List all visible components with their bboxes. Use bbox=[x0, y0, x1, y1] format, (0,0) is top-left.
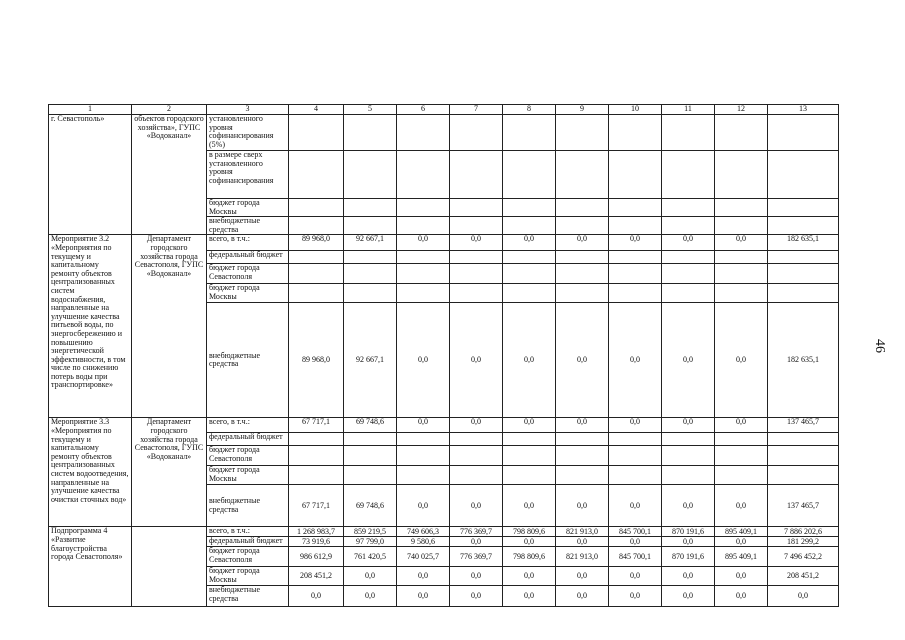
column-header-3: 3 bbox=[207, 105, 289, 115]
value-cell: 0,0 bbox=[289, 586, 344, 607]
funding-source-cell: внебюджетные средства bbox=[207, 586, 289, 607]
value-cell bbox=[289, 433, 344, 446]
column-header-7: 7 bbox=[450, 105, 503, 115]
value-cell: 0,0 bbox=[556, 586, 609, 607]
program-name-cell: Подпрограмма 4 «Развитие благоустройства города Севастополя» bbox=[49, 527, 132, 607]
value-cell bbox=[715, 264, 768, 284]
value-cell bbox=[450, 251, 503, 264]
value-cell bbox=[344, 151, 397, 199]
value-cell bbox=[662, 151, 715, 199]
value-cell: 859 219,5 bbox=[344, 527, 397, 537]
value-cell bbox=[450, 284, 503, 303]
value-cell: 749 606,3 bbox=[397, 527, 450, 537]
value-cell: 0,0 bbox=[503, 235, 556, 251]
value-cell bbox=[450, 115, 503, 151]
page-number: 46 bbox=[872, 339, 887, 353]
funding-source-cell: внебюджетные средства bbox=[207, 217, 289, 235]
value-cell: 9 580,6 bbox=[397, 537, 450, 547]
value-cell: 740 025,7 bbox=[397, 547, 450, 567]
value-cell: 0,0 bbox=[503, 586, 556, 607]
value-cell: 0,0 bbox=[715, 537, 768, 547]
value-cell: 1 268 983,7 bbox=[289, 527, 344, 537]
value-cell bbox=[556, 446, 609, 466]
value-cell bbox=[450, 264, 503, 284]
value-cell bbox=[344, 466, 397, 485]
value-cell bbox=[556, 264, 609, 284]
value-cell: 0,0 bbox=[715, 586, 768, 607]
column-header-13: 13 bbox=[768, 105, 839, 115]
value-cell bbox=[503, 433, 556, 446]
funding-source-cell: всего, в т.ч.: bbox=[207, 418, 289, 433]
value-cell bbox=[662, 217, 715, 235]
value-cell: 0,0 bbox=[503, 485, 556, 527]
funding-source-cell: бюджет города Москвы bbox=[207, 567, 289, 586]
value-cell: 0,0 bbox=[662, 485, 715, 527]
value-cell bbox=[715, 251, 768, 264]
value-cell bbox=[503, 251, 556, 264]
value-cell bbox=[556, 199, 609, 217]
value-cell bbox=[344, 264, 397, 284]
value-cell: 182 635,1 bbox=[768, 303, 839, 418]
value-cell: 0,0 bbox=[609, 303, 662, 418]
value-cell bbox=[609, 446, 662, 466]
value-cell bbox=[609, 151, 662, 199]
value-cell bbox=[344, 115, 397, 151]
value-cell: 7 496 452,2 bbox=[768, 547, 839, 567]
value-cell: 0,0 bbox=[715, 485, 768, 527]
value-cell bbox=[289, 199, 344, 217]
value-cell bbox=[503, 466, 556, 485]
value-cell bbox=[662, 264, 715, 284]
value-cell bbox=[397, 251, 450, 264]
table-row bbox=[49, 235, 839, 251]
value-cell bbox=[768, 284, 839, 303]
value-cell bbox=[715, 284, 768, 303]
value-cell: 0,0 bbox=[397, 586, 450, 607]
funding-source-cell: бюджет города Севастополя bbox=[207, 547, 289, 567]
value-cell bbox=[450, 217, 503, 235]
value-cell: 0,0 bbox=[397, 485, 450, 527]
value-cell: 182 635,1 bbox=[768, 235, 839, 251]
value-cell: 0,0 bbox=[450, 485, 503, 527]
value-cell bbox=[609, 433, 662, 446]
value-cell: 776 369,7 bbox=[450, 547, 503, 567]
value-cell bbox=[609, 251, 662, 264]
value-cell: 0,0 bbox=[450, 418, 503, 433]
value-cell: 0,0 bbox=[556, 485, 609, 527]
value-cell bbox=[768, 433, 839, 446]
value-cell bbox=[662, 466, 715, 485]
value-cell bbox=[768, 251, 839, 264]
value-cell bbox=[768, 151, 839, 199]
value-cell bbox=[768, 199, 839, 217]
executor-cell bbox=[132, 527, 207, 607]
value-cell: 870 191,6 bbox=[662, 527, 715, 537]
value-cell: 92 667,1 bbox=[344, 303, 397, 418]
value-cell bbox=[397, 433, 450, 446]
value-cell bbox=[768, 264, 839, 284]
value-cell bbox=[609, 217, 662, 235]
value-cell bbox=[609, 466, 662, 485]
value-cell bbox=[450, 466, 503, 485]
value-cell bbox=[662, 284, 715, 303]
value-cell: 0,0 bbox=[662, 586, 715, 607]
value-cell: 0,0 bbox=[662, 303, 715, 418]
value-cell bbox=[344, 433, 397, 446]
value-cell: 0,0 bbox=[450, 586, 503, 607]
column-header-11: 11 bbox=[662, 105, 715, 115]
value-cell: 870 191,6 bbox=[662, 547, 715, 567]
funding-source-cell: федеральный бюджет bbox=[207, 433, 289, 446]
value-cell: 181 299,2 bbox=[768, 537, 839, 547]
value-cell bbox=[344, 251, 397, 264]
value-cell bbox=[715, 151, 768, 199]
value-cell bbox=[289, 115, 344, 151]
funding-source-cell: федеральный бюджет bbox=[207, 251, 289, 264]
value-cell bbox=[344, 199, 397, 217]
value-cell bbox=[662, 433, 715, 446]
value-cell: 798 809,6 bbox=[503, 547, 556, 567]
budget-table bbox=[48, 104, 839, 607]
value-cell: 0,0 bbox=[662, 567, 715, 586]
header-row bbox=[49, 105, 839, 115]
column-header-1: 1 bbox=[49, 105, 132, 115]
value-cell bbox=[715, 446, 768, 466]
value-cell: 776 369,7 bbox=[450, 527, 503, 537]
value-cell: 89 968,0 bbox=[289, 235, 344, 251]
funding-source-cell: всего, в т.ч.: bbox=[207, 527, 289, 537]
value-cell bbox=[450, 151, 503, 199]
value-cell: 0,0 bbox=[503, 537, 556, 547]
value-cell: 0,0 bbox=[397, 567, 450, 586]
funding-source-cell: внебюджетные средства bbox=[207, 303, 289, 418]
value-cell: 0,0 bbox=[450, 567, 503, 586]
column-header-12: 12 bbox=[715, 105, 768, 115]
value-cell bbox=[397, 466, 450, 485]
value-cell bbox=[503, 446, 556, 466]
funding-source-cell: бюджет города Москвы bbox=[207, 199, 289, 217]
program-name-cell: г. Севастополь» bbox=[49, 115, 132, 235]
value-cell bbox=[289, 446, 344, 466]
value-cell bbox=[662, 115, 715, 151]
value-cell bbox=[344, 284, 397, 303]
value-cell bbox=[715, 115, 768, 151]
column-header-6: 6 bbox=[397, 105, 450, 115]
value-cell: 0,0 bbox=[715, 567, 768, 586]
value-cell: 0,0 bbox=[344, 567, 397, 586]
value-cell: 0,0 bbox=[450, 537, 503, 547]
funding-source-cell: внебюджетные средства bbox=[207, 485, 289, 527]
value-cell: 97 799,0 bbox=[344, 537, 397, 547]
funding-source-cell: бюджет города Москвы bbox=[207, 284, 289, 303]
value-cell: 0,0 bbox=[609, 485, 662, 527]
value-cell bbox=[503, 217, 556, 235]
value-cell bbox=[556, 217, 609, 235]
value-cell bbox=[344, 217, 397, 235]
value-cell: 0,0 bbox=[503, 567, 556, 586]
value-cell bbox=[768, 115, 839, 151]
value-cell bbox=[609, 264, 662, 284]
value-cell bbox=[715, 433, 768, 446]
funding-source-cell: бюджет города Севастополя bbox=[207, 264, 289, 284]
funding-source-cell: установленного уровня софинансирования (5%) bbox=[207, 115, 289, 151]
funding-source-cell: федеральный бюджет bbox=[207, 537, 289, 547]
value-cell: 0,0 bbox=[503, 418, 556, 433]
value-cell bbox=[503, 115, 556, 151]
value-cell: 7 886 202,6 bbox=[768, 527, 839, 537]
column-header-9: 9 bbox=[556, 105, 609, 115]
value-cell bbox=[556, 433, 609, 446]
value-cell: 69 748,6 bbox=[344, 485, 397, 527]
value-cell: 0,0 bbox=[609, 586, 662, 607]
value-cell bbox=[609, 284, 662, 303]
value-cell: 0,0 bbox=[715, 303, 768, 418]
value-cell bbox=[503, 284, 556, 303]
value-cell bbox=[289, 151, 344, 199]
value-cell bbox=[289, 284, 344, 303]
value-cell bbox=[662, 251, 715, 264]
table-row bbox=[49, 115, 839, 151]
funding-source-cell: бюджет города Севастополя bbox=[207, 446, 289, 466]
value-cell: 0,0 bbox=[609, 235, 662, 251]
value-cell bbox=[556, 151, 609, 199]
value-cell: 67 717,1 bbox=[289, 485, 344, 527]
table-row bbox=[49, 527, 839, 537]
value-cell bbox=[503, 151, 556, 199]
value-cell bbox=[289, 217, 344, 235]
program-name-cell: Мероприятие 3.3 «Мероприятия по текущему и капитальному ремонту объектов централизованных систем водоотведения, направленные на улучшение качества очистки сточных вод» bbox=[49, 418, 132, 527]
column-header-4: 4 bbox=[289, 105, 344, 115]
value-cell: 67 717,1 bbox=[289, 418, 344, 433]
program-name-cell: Мероприятие 3.2 «Мероприятия по текущему и капитальному ремонту объектов централизованных систем водоснабжения, направленные на улучшение качества питьевой воды, по энергосбережению и повышению энергетической эффективности, в том числе по снижению потерь воды при транспортировке» bbox=[49, 235, 132, 418]
value-cell: 0,0 bbox=[556, 567, 609, 586]
value-cell bbox=[556, 251, 609, 264]
value-cell: 0,0 bbox=[768, 586, 839, 607]
value-cell bbox=[715, 217, 768, 235]
value-cell bbox=[289, 264, 344, 284]
value-cell bbox=[609, 115, 662, 151]
value-cell bbox=[715, 466, 768, 485]
value-cell bbox=[397, 151, 450, 199]
value-cell: 895 409,1 bbox=[715, 547, 768, 567]
value-cell bbox=[397, 217, 450, 235]
value-cell: 0,0 bbox=[556, 418, 609, 433]
funding-source-cell: в размере сверх установленного уровня софинансирования bbox=[207, 151, 289, 199]
value-cell: 0,0 bbox=[609, 537, 662, 547]
column-header-2: 2 bbox=[132, 105, 207, 115]
value-cell: 0,0 bbox=[715, 418, 768, 433]
value-cell: 821 913,0 bbox=[556, 527, 609, 537]
value-cell bbox=[768, 466, 839, 485]
value-cell bbox=[503, 199, 556, 217]
value-cell bbox=[662, 199, 715, 217]
value-cell: 845 700,1 bbox=[609, 527, 662, 537]
value-cell: 0,0 bbox=[450, 235, 503, 251]
value-cell bbox=[556, 466, 609, 485]
value-cell bbox=[662, 446, 715, 466]
value-cell: 208 451,2 bbox=[768, 567, 839, 586]
value-cell: 137 465,7 bbox=[768, 418, 839, 433]
value-cell: 761 420,5 bbox=[344, 547, 397, 567]
value-cell bbox=[768, 217, 839, 235]
value-cell: 0,0 bbox=[609, 418, 662, 433]
value-cell bbox=[397, 264, 450, 284]
value-cell bbox=[397, 446, 450, 466]
column-header-5: 5 bbox=[344, 105, 397, 115]
funding-source-cell: бюджет города Москвы bbox=[207, 466, 289, 485]
value-cell: 0,0 bbox=[556, 537, 609, 547]
column-header-10: 10 bbox=[609, 105, 662, 115]
value-cell: 73 919,6 bbox=[289, 537, 344, 547]
value-cell: 0,0 bbox=[556, 303, 609, 418]
value-cell: 0,0 bbox=[397, 235, 450, 251]
budget-table-container bbox=[48, 104, 838, 607]
value-cell bbox=[503, 264, 556, 284]
value-cell: 821 913,0 bbox=[556, 547, 609, 567]
value-cell: 0,0 bbox=[662, 418, 715, 433]
table-body bbox=[49, 115, 839, 607]
value-cell: 0,0 bbox=[450, 303, 503, 418]
value-cell bbox=[715, 199, 768, 217]
value-cell: 69 748,6 bbox=[344, 418, 397, 433]
value-cell: 89 968,0 bbox=[289, 303, 344, 418]
column-header-8: 8 bbox=[503, 105, 556, 115]
executor-cell: Департамент городского хозяйства города Севастополя, ГУПС «Водоканал» bbox=[132, 235, 207, 418]
value-cell bbox=[609, 199, 662, 217]
value-cell bbox=[450, 446, 503, 466]
value-cell bbox=[556, 284, 609, 303]
value-cell bbox=[397, 284, 450, 303]
value-cell: 0,0 bbox=[609, 567, 662, 586]
value-cell bbox=[450, 433, 503, 446]
value-cell: 0,0 bbox=[662, 537, 715, 547]
funding-source-cell: всего, в т.ч.: bbox=[207, 235, 289, 251]
value-cell: 0,0 bbox=[662, 235, 715, 251]
value-cell: 895 409,1 bbox=[715, 527, 768, 537]
value-cell bbox=[397, 199, 450, 217]
value-cell bbox=[289, 466, 344, 485]
value-cell: 92 667,1 bbox=[344, 235, 397, 251]
value-cell: 0,0 bbox=[344, 586, 397, 607]
value-cell: 0,0 bbox=[556, 235, 609, 251]
value-cell: 0,0 bbox=[715, 235, 768, 251]
value-cell: 0,0 bbox=[397, 303, 450, 418]
value-cell bbox=[344, 446, 397, 466]
executor-cell: Департамент городского хозяйства города Севастополя, ГУПС «Водоканал» bbox=[132, 418, 207, 527]
table-row bbox=[49, 418, 839, 433]
value-cell: 986 612,9 bbox=[289, 547, 344, 567]
value-cell bbox=[768, 446, 839, 466]
value-cell: 208 451,2 bbox=[289, 567, 344, 586]
value-cell: 845 700,1 bbox=[609, 547, 662, 567]
value-cell bbox=[556, 115, 609, 151]
value-cell bbox=[397, 115, 450, 151]
value-cell: 137 465,7 bbox=[768, 485, 839, 527]
value-cell: 0,0 bbox=[397, 418, 450, 433]
value-cell: 0,0 bbox=[503, 303, 556, 418]
value-cell: 798 809,6 bbox=[503, 527, 556, 537]
value-cell bbox=[450, 199, 503, 217]
value-cell bbox=[289, 251, 344, 264]
executor-cell: объектов городского хозяйства», ГУПС «Водоканал» bbox=[132, 115, 207, 235]
